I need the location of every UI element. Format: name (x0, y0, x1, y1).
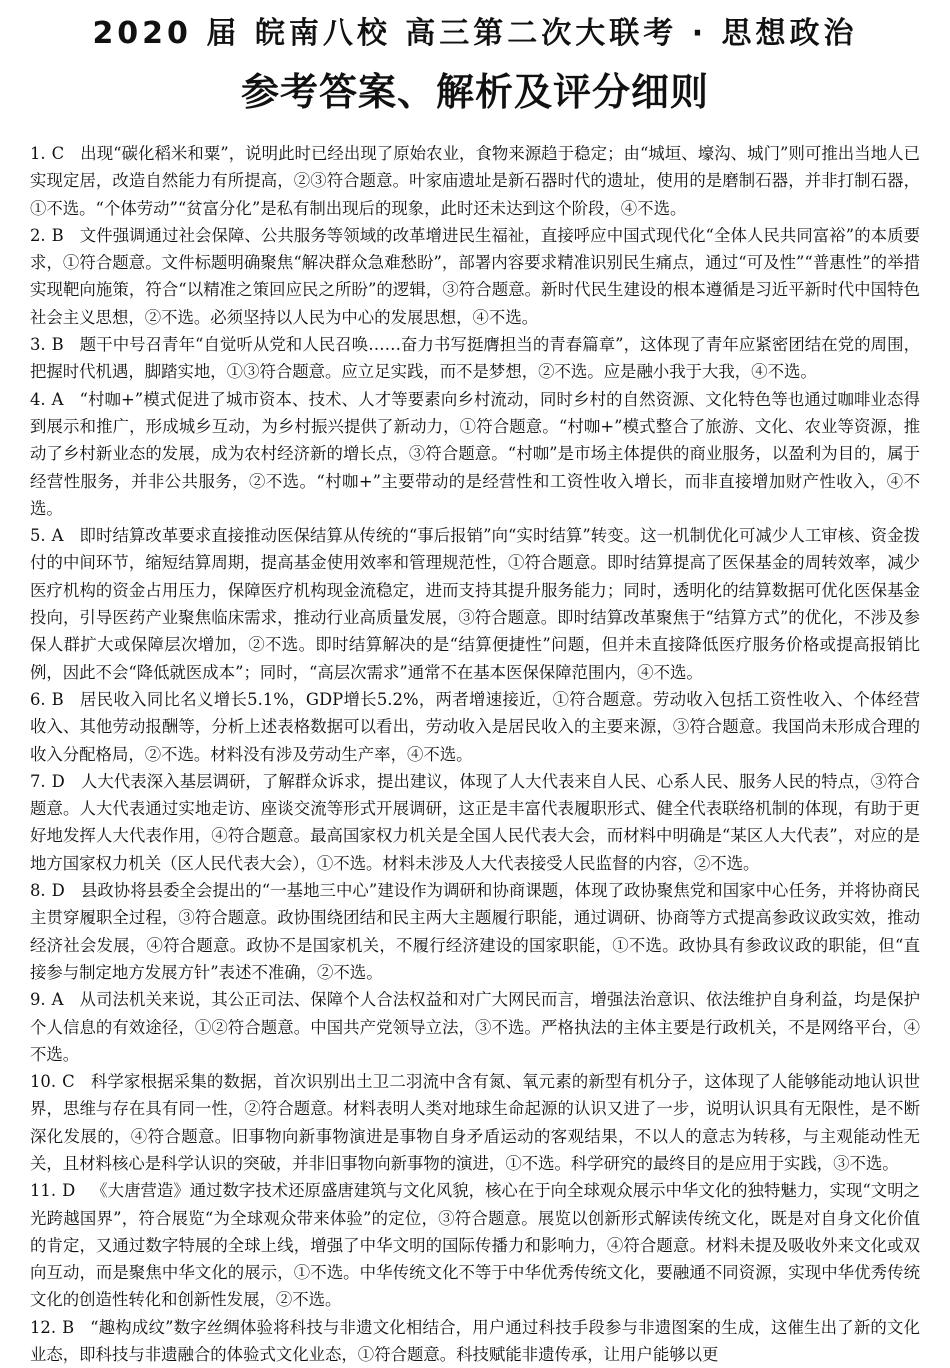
item-number: 5. (30, 526, 46, 546)
item-number: 3. (30, 335, 46, 355)
answer-item-7 (30, 768, 920, 877)
item-explanation: 《大唐营造》通过数字技术还原盛唐建筑与文化风貌，核心在于向全球观众展示中华文化的独特魅力，实现“文明之光跨越国界”，符合展览“为全球观众带来体验”的定位，③符合题意。展览以创新形式解读传统文化，既是对自身文化价值的肯定，又通过数字特展的全球上线，增强了中华文明的国际传播力和影响力，④符合题意。材料未提及吸收外来文化或双向互动，而是聚焦中华文化的展示，①不选。中华传统文化不等于中华优秀传统文化，要融通不同资源，实现中华优秀传统文化的创造性转化和创新性发展，②不选。 (30, 1181, 920, 1310)
answer-item-6 (30, 686, 920, 768)
item-answer: B (51, 335, 64, 355)
item-explanation: 人大代表深入基层调研，了解群众诉求，提出建议，体现了人大代表来自人民、心系人民、服务人民的特点，③符合题意。人大代表通过实地走访、座谈交流等形式开展调研，这正是丰富代表履职形式、健全代表联络机制的体现，有助于更好地发挥人大代表作用，④符合题意。最高国家权力机关是全国人民代表大会，而材料中明确是“某区人大代表”，对应的是地方国家权力机关（区人民代表大会），①不选。材料未涉及人大代表接受人民监督的内容，②不选。 (30, 771, 920, 873)
answer-item-4 (30, 386, 920, 522)
exam-header (30, 0, 920, 48)
item-number: 12. (30, 1317, 57, 1337)
item-explanation: 从司法机关来说，其公正司法、保障个人合法权益和对广大网民而言，增强法治意识、依法维护自身利益，均是保护个人信息的有效途径，①②符合题意。中国共产党领导立法，③不选。严格执法的主体主要是行政机关，不是网络平台，④不选。 (30, 990, 920, 1064)
item-explanation: 科学家根据采集的数据，首次识别出土卫二羽流中含有氮、氧元素的新型有机分子，这体现了人能够能动地认识世界，思维与存在具有同一性，②符合题意。材料表明人类对地球生命起源的认识又进了一步，说明认识具有无限性，是不断深化发展的，④符合题意。旧事物向新事物演进是事物自身矛盾运动的客观结果，不以人的意志为转移，与主观能动性无关，且材料核心是科学认识的突破，并非旧事物向新事物的演进，①不选。科学研究的最终目的是应用于实践，③不选。 (30, 1072, 920, 1173)
item-number: 2. (30, 225, 46, 245)
answer-item-10 (30, 1068, 920, 1177)
item-answer: D (62, 1181, 76, 1201)
page-title: 参考答案、解析及评分细则 (240, 70, 709, 114)
item-number: 11. (30, 1181, 57, 1201)
item-number: 6. (30, 689, 46, 709)
answer-item-5 (30, 522, 920, 686)
answer-list (30, 140, 920, 1368)
item-number: 7. (30, 771, 46, 791)
item-explanation: 即时结算改革要求直接推动医保结算从传统的“事后报销”向“实时结算”转变。这一机制优化可减少人工审核、资金拨付的中间环节，缩短结算周期，提高基金使用效率和管理规范性，①符合题意。即时结算提高了医保基金的周转效率，减少医疗机构的资金占用压力，保障医疗机构现金流稳定，进而支持其提升服务能力；同时，透明化的结算数据可优化医保基金投向，引导医药产业聚焦临床需求，推动行业高质量发展，③符合题意。即时结算改革聚焦于“结算方式”的优化，不涉及参保人群扩大或保障层次增加，②不选。即时结算解决的是“结算便捷性”问题，但并未直接降低医疗服务价格或提高报销比例，因此不会“降低就医成本”；同时，“高层次需求”通常不在基本医保保障范围内，④不选。 (30, 526, 920, 682)
exam-header-text: 2020 届 皖南八校 高三第二次大联考 · 思想政治 (92, 16, 858, 48)
item-number: 4. (30, 389, 46, 409)
item-answer: A (51, 526, 64, 546)
answer-item-3 (30, 331, 920, 386)
item-explanation: 县政协将县委全会提出的“一基地三中心”建设作为调研和协商课题，体现了政协聚焦党和国家中心任务，并将协商民主贯穿履职全过程，③符合题意。政协围绕团结和民主两大主题履行职能，通过调研、协商等方式提高参政议政实效，推动经济社会发展，④符合题意。政协不是国家机关，不履行经济建设的国家职能，①不选。政协具有参政议政的职能，但“直接参与制定地方发展方针”表述不准确，②不选。 (30, 881, 920, 982)
item-number: 9. (30, 990, 46, 1010)
item-answer: B (51, 689, 64, 709)
answer-item-1 (30, 140, 920, 222)
item-explanation: “村咖+”模式促进了城市资本、技术、人才等要素向乡村流动，同时乡村的自然资源、文化特色等也通过咖啡业态得到展示和推广，形成城乡互动，为乡村振兴提供了新动力，①符合题意。“村咖+”模式整合了旅游、文化、农业等资源，推动了乡村新业态的发展，成为农村经济新的增长点，③符合题意。“村咖”是市场主体提供的商业服务，以盈利为目的，属于经营性服务，并非公共服务，②不选。“村咖+”主要带动的是经营性和工资性收入增长，而非直接增加财产性收入，④不选。 (30, 389, 920, 518)
answer-item-2 (30, 222, 920, 331)
item-answer: C (62, 1072, 75, 1092)
item-number: 1. (30, 144, 46, 163)
item-answer: D (51, 771, 65, 791)
item-explanation: 题干中号召青年“自觉听从党和人民召唤……奋力书写挺膺担当的青春篇章”，这体现了青年应紧密团结在党的周围，把握时代机遇，脚踏实地，①③符合题意。应立足实践，而不是梦想，②不选。应是融小我于大我，④不选。 (30, 335, 920, 382)
item-answer: B (62, 1317, 75, 1337)
item-answer: A (51, 389, 64, 409)
item-number: 8. (30, 881, 46, 901)
item-number: 10. (30, 1072, 57, 1092)
item-answer: A (51, 990, 64, 1010)
item-explanation: 出现“碳化稻米和粟”，说明此时已经出现了原始农业，食物来源趋于稳定；由“城垣、壕沟、城门”则可推出当地人已实现定居，改造自然能力有所提高，②③符合题意。叶家庙遗址是新石器时代的遗址，使用的是磨制石器，并非打制石器，①不选。“个体劳动”“贫富分化”是私有制出现后的现象，此时还未达到这个阶段，④不选。 (30, 144, 920, 218)
answer-item-9 (30, 986, 920, 1068)
item-explanation: 文件强调通过社会保障、公共服务等领域的改革增进民生福祉，直接呼应中国式现代化“全体人民共同富裕”的本质要求，①符合题意。文件标题明确聚焦“解决群众急难愁盼”，部署内容要求精准识别民生痛点，通过“可及性”“普惠性”的举措实现靶向施策，符合“以精准之策回应民之所盼”的逻辑，③符合题意。新时代民生建设的根本遵循是习近平新时代中国特色社会主义思想，②不选。必须坚持以人民为中心的发展思想，④不选。 (30, 225, 920, 327)
answer-item-11 (30, 1177, 920, 1313)
item-explanation: “趣构成纹”数字丝绸体验将科技与非遗文化相结合，用户通过科技手段参与非遗图案的生成，这催生出了新的文化业态，即科技与非遗融合的体验式文化业态，①符合题意。科技赋能非遗传承，让用户能够以更 (30, 1317, 920, 1365)
answer-item-12 (30, 1314, 920, 1368)
item-answer: D (51, 881, 65, 901)
item-answer: B (51, 225, 64, 245)
answer-item-8 (30, 877, 920, 986)
item-answer: C (51, 144, 65, 163)
item-explanation: 居民收入同比名义增长5.1%，GDP增长5.2%，两者增速接近，①符合题意。劳动收入包括工资性收入、个体经营收入、其他劳动报酬等，分析上述表格数据可以看出，劳动收入是居民收入的主要来源，③符合题意。我国尚未形成合理的收入分配格局，②不选。材料没有涉及劳动生产率，④不选。 (30, 689, 920, 764)
